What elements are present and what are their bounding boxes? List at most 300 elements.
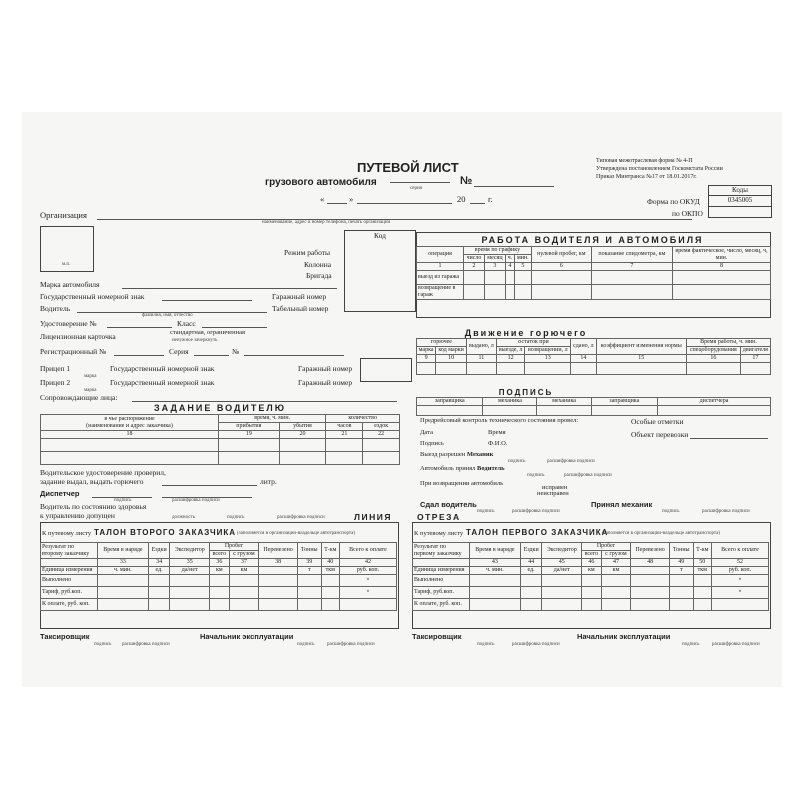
work-h-mileage: нулевой пробег, км bbox=[531, 247, 591, 263]
task-h-time: время, ч. мин. bbox=[219, 415, 326, 423]
c1-unit: руб. коп. bbox=[712, 567, 769, 575]
fuel-cell[interactable] bbox=[417, 363, 436, 375]
form-note-3: Приказ Минтранса №17 от 18.01.2017г. bbox=[596, 174, 697, 180]
id-check-1: Водительское удостоверение проверил, bbox=[40, 468, 166, 477]
c1-cell[interactable] bbox=[581, 599, 601, 611]
c1-h-time: Время в наряде bbox=[470, 543, 521, 559]
dispatcher-decode-hint: расшифровка подписи bbox=[172, 498, 220, 503]
work-title: РАБОТА ВОДИТЕЛЯ И АВТОМОБИЛЯ bbox=[481, 235, 704, 245]
fuel-num: 10 bbox=[436, 355, 467, 363]
regnum-field[interactable] bbox=[114, 355, 164, 356]
waybill-sheet bbox=[22, 112, 782, 687]
year-suffix: г. bbox=[488, 194, 493, 204]
c2-unit: км bbox=[229, 567, 258, 575]
c2-cell[interactable] bbox=[229, 599, 258, 611]
sign-cell[interactable] bbox=[537, 406, 591, 416]
driver-hint: фамилия, имя, отчество bbox=[142, 313, 193, 318]
work-cell[interactable] bbox=[484, 271, 505, 285]
handed-decode-hint: расшифровка подписи bbox=[512, 509, 560, 514]
c1-h-result: Результат по первому заказчику bbox=[413, 543, 470, 559]
form-note-2: Утверждена постановлением Госкомстата России bbox=[596, 166, 723, 172]
task-num: 20 bbox=[279, 431, 326, 439]
fuel-h-equip: спецоборудования bbox=[686, 347, 740, 355]
task-cell[interactable] bbox=[219, 452, 280, 465]
c1-unit-label: Единица измерения bbox=[413, 567, 470, 575]
received-sign-hint: подпись bbox=[662, 509, 680, 514]
c2-cell[interactable] bbox=[297, 599, 321, 611]
class-label: Класс bbox=[177, 319, 196, 328]
c2-h-total: всего bbox=[209, 551, 229, 559]
okud-label: Форма по ОКУД bbox=[647, 197, 700, 206]
fuel-h-issued: выдано, л bbox=[466, 339, 496, 355]
c2-cell[interactable] bbox=[259, 575, 298, 587]
sign-cell[interactable] bbox=[591, 406, 657, 416]
c2-unit: т bbox=[297, 567, 321, 575]
signs-table bbox=[416, 397, 771, 416]
c1-num: 45 bbox=[542, 559, 582, 567]
c2-x-mark: × bbox=[340, 575, 397, 587]
page-title: ПУТЕВОЙ ЛИСТ bbox=[357, 160, 459, 175]
work-cell[interactable] bbox=[531, 271, 591, 285]
work-num: 2 bbox=[464, 263, 485, 271]
fuel-h-engine: двигателя bbox=[740, 347, 770, 355]
c2-h-with-cargo: с грузом bbox=[229, 551, 258, 559]
c2-row-pay: К оплате, руб. коп. bbox=[41, 599, 98, 611]
return-faulty: неисправен bbox=[537, 490, 569, 497]
c1-cell[interactable] bbox=[581, 587, 601, 599]
fuel-h-ret: возвращении, л bbox=[525, 347, 571, 355]
date-close-quote: » bbox=[349, 194, 354, 204]
sign-cell[interactable] bbox=[658, 406, 771, 416]
c2-taxer-sign-hint: подпись bbox=[94, 642, 112, 647]
trailer2-label: Прицеп 2 bbox=[40, 378, 71, 387]
task-h-qty: количество bbox=[326, 415, 400, 423]
c2-cell[interactable] bbox=[297, 587, 321, 599]
permit-label bbox=[420, 451, 493, 458]
task-cell[interactable] bbox=[326, 439, 363, 452]
c2-num: 38 bbox=[259, 559, 298, 567]
fuel-num: 17 bbox=[740, 355, 770, 363]
task-h-hours: часов bbox=[326, 423, 363, 431]
trailer1-garage-label: Гаражный номер bbox=[298, 364, 353, 373]
license-field[interactable] bbox=[107, 327, 172, 328]
c1-unit: т bbox=[669, 567, 693, 575]
c2-cell[interactable] bbox=[229, 575, 258, 587]
c2-chief-sign-hint: подпись bbox=[297, 642, 315, 647]
licard-hint: ненужное зачеркнуть bbox=[172, 338, 218, 343]
c1-cell[interactable] bbox=[669, 575, 693, 587]
task-cell[interactable] bbox=[363, 452, 400, 465]
c2-row-tariff: Тариф, руб.коп. bbox=[41, 587, 98, 599]
c2-h-mileage: Пробег bbox=[209, 543, 258, 551]
work-cell[interactable] bbox=[484, 285, 505, 300]
coupon1-prefix: К путевому листу bbox=[414, 530, 464, 537]
c2-cell[interactable] bbox=[170, 599, 210, 611]
c1-h-tkm: Т-км bbox=[693, 543, 711, 559]
task-whose-label: в чье распоряжение bbox=[104, 415, 155, 422]
permit-text: Выезд разрешен bbox=[420, 451, 466, 458]
fuel-num: 13 bbox=[525, 355, 571, 363]
c2-h-tkm: Т-км bbox=[321, 543, 339, 559]
c1-cell[interactable] bbox=[542, 587, 582, 599]
work-num: 3 bbox=[484, 263, 505, 271]
c2-unit: ткм bbox=[321, 567, 339, 575]
fuel-issue-field[interactable] bbox=[162, 485, 257, 486]
c1-h-trips: Ездки bbox=[520, 543, 542, 559]
pre-control-label: Предрейсовый контроль технического состояния провел: bbox=[420, 417, 579, 424]
c2-x-mark: × bbox=[340, 587, 397, 599]
c1-num bbox=[413, 559, 470, 567]
work-h-operation: операция bbox=[417, 247, 464, 263]
permit-mechanic: Механик bbox=[466, 451, 494, 458]
on-return-label: При возвращении автомобиль bbox=[420, 480, 504, 487]
c1-taxer-sign-hint: подпись bbox=[477, 642, 495, 647]
task-num: 19 bbox=[219, 431, 280, 439]
stamp-label: м.п. bbox=[62, 262, 71, 267]
c1-cell[interactable] bbox=[601, 587, 630, 599]
c1-cell[interactable] bbox=[470, 587, 521, 599]
task-h-whose bbox=[41, 415, 219, 431]
c1-cell[interactable] bbox=[520, 575, 542, 587]
work-h-min: мин. bbox=[514, 255, 531, 263]
c1-chief-sign-hint: подпись bbox=[682, 642, 700, 647]
fuel-cell[interactable] bbox=[496, 363, 525, 375]
c2-h-forwarder: Экспедитор bbox=[170, 543, 210, 559]
c2-cell[interactable] bbox=[148, 587, 170, 599]
c2-cell[interactable] bbox=[98, 587, 149, 599]
sign-col: механика bbox=[483, 398, 537, 406]
c1-unit: км bbox=[581, 567, 601, 575]
okpo-label: по ОКПО bbox=[672, 209, 703, 218]
work-num: 8 bbox=[673, 263, 771, 271]
okud-value[interactable]: 0345005 bbox=[708, 195, 772, 207]
c1-cell[interactable] bbox=[631, 599, 670, 611]
c1-cell[interactable] bbox=[470, 599, 521, 611]
c2-h-tons: Тонны bbox=[297, 543, 321, 559]
c2-cell[interactable] bbox=[259, 599, 298, 611]
fuel-num: 11 bbox=[466, 355, 496, 363]
series-label: серия bbox=[410, 186, 422, 191]
c2-row-done: Выполнено bbox=[41, 575, 98, 587]
c2-unit: да/нет bbox=[170, 567, 210, 575]
task-num: 18 bbox=[41, 431, 219, 439]
org-field[interactable] bbox=[97, 219, 692, 220]
c2-cell[interactable] bbox=[259, 587, 298, 599]
trailer1-label: Прицеп 1 bbox=[40, 364, 71, 373]
fuel-cell[interactable] bbox=[686, 363, 740, 375]
id-check-2: задание выдал, выдать горючего bbox=[40, 477, 144, 486]
c1-cell[interactable] bbox=[669, 587, 693, 599]
sign-cell[interactable] bbox=[483, 406, 537, 416]
work-num: 1 bbox=[417, 263, 464, 271]
c1-unit: ед. bbox=[520, 567, 542, 575]
check-date-label: Дата bbox=[420, 429, 433, 436]
c1-taxer-label: Таксировщик bbox=[412, 632, 462, 641]
cut-line-word-2: ОТРЕЗА bbox=[417, 512, 461, 522]
handed-driver-label: Сдал водитель bbox=[420, 500, 477, 509]
c2-cell[interactable] bbox=[321, 587, 339, 599]
liters-label: литр. bbox=[260, 477, 277, 486]
escorts-label: Сопровождающие лица: bbox=[40, 393, 118, 402]
work-h-month: месяц bbox=[484, 255, 505, 263]
date-month-field[interactable] bbox=[357, 203, 452, 204]
received-mechanic-label: Принял механик bbox=[591, 500, 653, 509]
return-ok: исправен bbox=[542, 484, 568, 491]
sign-col: механика bbox=[537, 398, 591, 406]
c2-cell[interactable] bbox=[297, 575, 321, 587]
fuel-cell[interactable] bbox=[436, 363, 467, 375]
work-cell[interactable] bbox=[514, 285, 531, 300]
c1-num: 43 bbox=[470, 559, 521, 567]
c1-cell[interactable] bbox=[470, 575, 521, 587]
seria-label: Серия bbox=[169, 347, 189, 356]
c2-cell[interactable] bbox=[229, 587, 258, 599]
c2-h-carried: Перевезено bbox=[259, 543, 298, 559]
date-day-field[interactable] bbox=[327, 203, 347, 204]
c2-num: 42 bbox=[340, 559, 397, 567]
c2-num: 36 bbox=[209, 559, 229, 567]
c1-cell[interactable] bbox=[581, 575, 601, 587]
plate-label: Государственный номерной знак bbox=[40, 292, 145, 301]
c1-num: 49 bbox=[669, 559, 693, 567]
c1-unit: ч. мин. bbox=[470, 567, 521, 575]
c1-taxer-decode-hint: расшифровка подписи bbox=[512, 642, 560, 647]
c2-taxer-label: Таксировщик bbox=[40, 632, 90, 641]
c2-cell[interactable] bbox=[148, 575, 170, 587]
c2-num bbox=[41, 559, 98, 567]
cut-line-word-1: ЛИНИЯ bbox=[354, 512, 392, 522]
c2-cell[interactable] bbox=[98, 575, 149, 587]
c1-cell[interactable] bbox=[542, 575, 582, 587]
trailer2-marka: марка bbox=[84, 388, 97, 393]
c1-h-total: всего bbox=[581, 551, 601, 559]
c2-cell[interactable] bbox=[209, 575, 229, 587]
work-h-odometer: показание спидометра, км bbox=[591, 247, 672, 263]
org-hint: наименование, адрес и номер телефона, печать организации bbox=[262, 220, 391, 225]
c2-num: 40 bbox=[321, 559, 339, 567]
fuel-cell[interactable] bbox=[571, 363, 596, 375]
c1-unit: да/нет bbox=[542, 567, 582, 575]
task-h-arrive: прибытия bbox=[219, 423, 280, 431]
seria-field[interactable] bbox=[194, 355, 229, 356]
c2-cell[interactable] bbox=[209, 587, 229, 599]
c1-cell[interactable] bbox=[693, 587, 711, 599]
form-note-1: Типовая межотраслевая форма № 4-П bbox=[596, 158, 693, 164]
accepted-driver: Водитель bbox=[477, 465, 505, 472]
task-whose-hint: (наименование и адрес заказчика) bbox=[86, 422, 173, 429]
fuel-h-handed: сдано, л bbox=[571, 339, 596, 355]
coupon1-title: ТАЛОН ПЕРВОГО ЗАКАЗЧИКА bbox=[466, 528, 609, 537]
work-num: 5 bbox=[514, 263, 531, 271]
c1-num: 52 bbox=[712, 559, 769, 567]
c2-cell[interactable] bbox=[209, 599, 229, 611]
fuel-cell[interactable] bbox=[596, 363, 686, 375]
plate-field[interactable] bbox=[162, 300, 252, 301]
task-cell[interactable] bbox=[41, 439, 219, 452]
work-cell[interactable] bbox=[531, 285, 591, 300]
task-h-leave: убытия bbox=[279, 423, 326, 431]
fuel-h-worktime: Время работы, ч. мин. bbox=[686, 339, 770, 347]
tabel-label: Табельный номер bbox=[272, 304, 329, 313]
c1-cell[interactable] bbox=[631, 575, 670, 587]
c1-row-pay: К оплате, руб. коп. bbox=[413, 599, 470, 611]
work-cell[interactable] bbox=[673, 271, 771, 285]
work-cell[interactable] bbox=[673, 285, 771, 300]
okpo-field[interactable] bbox=[708, 206, 772, 218]
number-field[interactable] bbox=[474, 186, 554, 187]
check-fio-label: Ф.И.О. bbox=[488, 440, 508, 447]
check-sign-label: Подпись bbox=[420, 440, 444, 447]
c1-cell[interactable] bbox=[712, 599, 769, 611]
c2-cell[interactable] bbox=[340, 599, 397, 611]
c2-cell[interactable] bbox=[98, 599, 149, 611]
permit-sign-hint: подпись bbox=[508, 459, 526, 464]
c1-unit: км bbox=[601, 567, 630, 575]
sign-cell[interactable] bbox=[417, 406, 483, 416]
year-prefix: 20 bbox=[457, 194, 466, 204]
work-cell[interactable] bbox=[464, 271, 485, 285]
fuel-num: 15 bbox=[596, 355, 686, 363]
fuel-cell[interactable] bbox=[466, 363, 496, 375]
c1-h-with-cargo: с грузом bbox=[601, 551, 630, 559]
licard-label: Лицензионная карточка bbox=[40, 332, 116, 341]
license-label: Удостоверение № bbox=[40, 319, 97, 328]
c1-num: 44 bbox=[520, 559, 542, 567]
objects-label: Объект перевозки bbox=[631, 430, 689, 439]
c1-chief-label: Начальник эксплуатации bbox=[577, 632, 671, 641]
c1-cell[interactable] bbox=[693, 575, 711, 587]
task-cell[interactable] bbox=[363, 439, 400, 452]
task-cell[interactable] bbox=[279, 439, 326, 452]
fuel-num: 12 bbox=[496, 355, 525, 363]
c2-h-trips: Ездки bbox=[148, 543, 170, 559]
signs-title: ПОДПИСЬ bbox=[498, 388, 554, 397]
brand-field[interactable] bbox=[122, 288, 337, 289]
c1-cell[interactable] bbox=[542, 599, 582, 611]
fuel-table bbox=[416, 338, 771, 375]
c2-cell[interactable] bbox=[170, 587, 210, 599]
escorts-field[interactable] bbox=[132, 401, 397, 402]
c1-num: 50 bbox=[693, 559, 711, 567]
coupon1-note: (заполняется в организации-владельце автотранспорта) bbox=[602, 531, 721, 536]
task-cell[interactable] bbox=[219, 439, 280, 452]
sign-col: заправщика bbox=[591, 398, 657, 406]
c2-cell[interactable] bbox=[321, 599, 339, 611]
accepted-label bbox=[420, 465, 505, 472]
c2-unit: ч. мин. bbox=[98, 567, 149, 575]
fuel-h-exit: выезде, л bbox=[496, 347, 525, 355]
c1-x-mark: × bbox=[712, 575, 769, 587]
accepted-sign-hint: подпись bbox=[527, 473, 545, 478]
task-cell[interactable] bbox=[41, 452, 219, 465]
c2-h-sum: Всего к оплате bbox=[340, 543, 397, 559]
objects-field[interactable] bbox=[690, 438, 768, 439]
code-block bbox=[344, 230, 416, 312]
task-cell[interactable] bbox=[326, 452, 363, 465]
garage-label: Гаражный номер bbox=[272, 292, 327, 301]
c1-cell[interactable] bbox=[520, 599, 542, 611]
c2-num: 34 bbox=[148, 559, 170, 567]
task-num: 22 bbox=[363, 431, 400, 439]
c1-cell[interactable] bbox=[520, 587, 542, 599]
work-row-return: возвращение в гараж bbox=[417, 285, 464, 300]
c1-cell[interactable] bbox=[631, 587, 670, 599]
regnum-no-field[interactable] bbox=[244, 355, 344, 356]
dispatcher-label: Диспетчер bbox=[40, 489, 80, 498]
c1-h-mileage: Пробег bbox=[581, 543, 630, 551]
c1-cell[interactable] bbox=[693, 599, 711, 611]
task-cell[interactable] bbox=[279, 452, 326, 465]
health-sign-hint: подпись bbox=[227, 515, 245, 520]
c2-num: 37 bbox=[229, 559, 258, 567]
work-num: 7 bbox=[591, 263, 672, 271]
work-table bbox=[416, 246, 771, 300]
work-cell[interactable] bbox=[506, 271, 515, 285]
class-field[interactable] bbox=[202, 327, 267, 328]
date-year-field[interactable] bbox=[470, 203, 485, 204]
work-cell[interactable] bbox=[591, 285, 672, 300]
accepted-text: Автомобиль принял bbox=[420, 465, 476, 472]
brigade-label: Бригада bbox=[306, 271, 332, 280]
regnum-label: Регистрационный № bbox=[40, 347, 107, 356]
special-label: Особые отметки bbox=[631, 417, 684, 426]
fuel-h-code: код марки bbox=[436, 347, 467, 355]
c1-cell[interactable] bbox=[601, 575, 630, 587]
c2-unit bbox=[259, 567, 298, 575]
work-h-sched: время по графику bbox=[464, 247, 532, 255]
c1-cell[interactable] bbox=[601, 599, 630, 611]
trailer1-marka: марка bbox=[84, 374, 97, 379]
work-num: 4 bbox=[506, 263, 515, 271]
c1-cell[interactable] bbox=[669, 599, 693, 611]
coupon1-table bbox=[412, 542, 769, 611]
regnum-no-label: № bbox=[232, 347, 240, 356]
task-title: ЗАДАНИЕ ВОДИТЕЛЮ bbox=[154, 403, 286, 413]
c1-x-mark: × bbox=[712, 587, 769, 599]
work-cell[interactable] bbox=[591, 271, 672, 285]
work-h-actual: время фактическое, число, месяц, ч, мин. bbox=[673, 247, 771, 263]
work-cell[interactable] bbox=[464, 285, 485, 300]
c2-cell[interactable] bbox=[148, 599, 170, 611]
fuel-h-remain: остаток при bbox=[496, 339, 570, 347]
fuel-title: Движение горючего bbox=[464, 328, 588, 338]
dispatcher-sign-hint: подпись bbox=[114, 498, 132, 503]
c2-chief-label: Начальник эксплуатации bbox=[200, 632, 294, 641]
series-field[interactable] bbox=[390, 182, 450, 183]
c2-cell[interactable] bbox=[321, 575, 339, 587]
work-num: 6 bbox=[531, 263, 591, 271]
trailer-code-box[interactable] bbox=[360, 358, 412, 382]
c1-h-carried: Перевезено bbox=[631, 543, 670, 559]
c2-cell[interactable] bbox=[170, 575, 210, 587]
position-hint: должность bbox=[172, 515, 195, 520]
fuel-h-coef: коэффициент изменения нормы bbox=[596, 339, 686, 355]
fuel-cell[interactable] bbox=[525, 363, 571, 375]
fuel-num: 14 bbox=[571, 355, 596, 363]
c1-h-sum: Всего к оплате bbox=[712, 543, 769, 559]
c2-chief-decode-hint: расшифровка подписи bbox=[327, 642, 375, 647]
health-2: к управлению допущен bbox=[40, 511, 115, 520]
work-cell[interactable] bbox=[506, 285, 515, 300]
task-table bbox=[40, 414, 400, 465]
trailer2-garage-label: Гаражный номер bbox=[298, 378, 353, 387]
permit-decode-hint: расшифровка подписи bbox=[547, 459, 595, 464]
driver-label: Водитель bbox=[40, 304, 71, 313]
work-cell[interactable] bbox=[514, 271, 531, 285]
task-h-trips: ездок bbox=[363, 423, 400, 431]
brand-label: Марка автомобиля bbox=[40, 280, 100, 289]
fuel-cell[interactable] bbox=[740, 363, 770, 375]
